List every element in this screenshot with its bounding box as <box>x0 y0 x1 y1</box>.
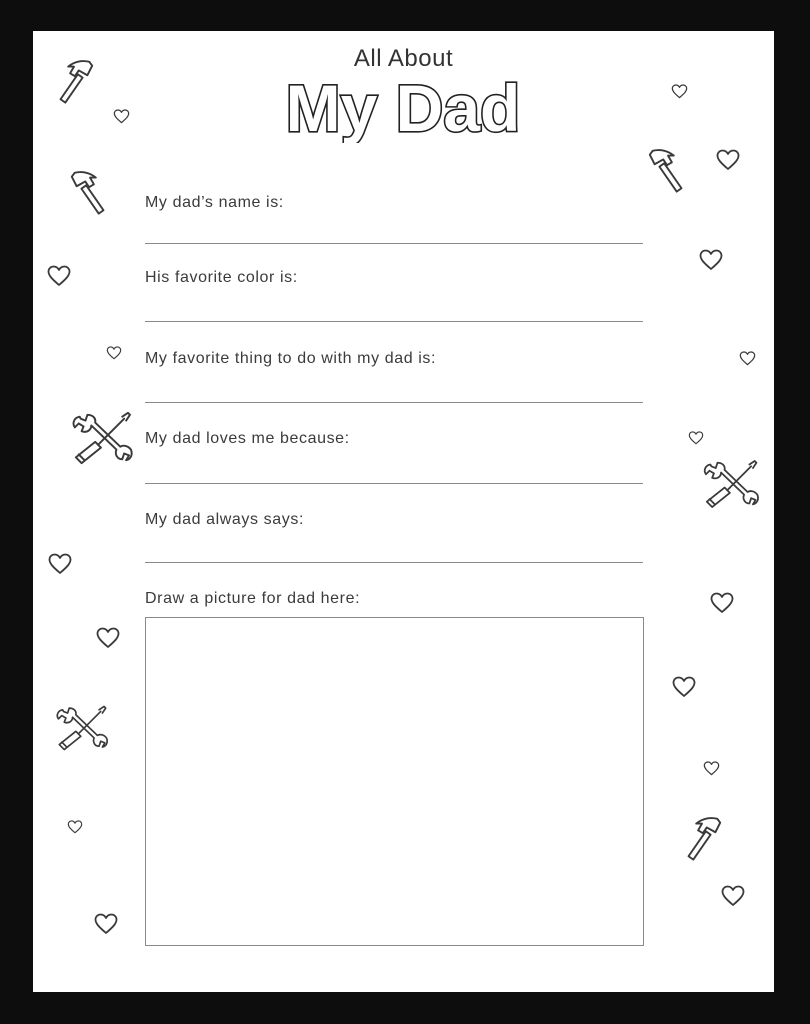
hammer-icon <box>645 146 693 194</box>
answer-line-dad-loves-me[interactable] <box>145 483 643 484</box>
prompt-draw-picture: Draw a picture for dad here: <box>145 590 361 607</box>
heart-icon <box>688 431 704 445</box>
hammer-icon <box>677 814 725 862</box>
hammer-icon <box>67 168 115 216</box>
heart-icon <box>703 761 720 776</box>
crossed-wrench-screwdriver-icon <box>66 409 134 467</box>
prompt-dad-always-says: My dad always says: <box>145 511 305 528</box>
heart-icon <box>699 249 723 271</box>
heart-icon <box>671 84 688 99</box>
heart-icon <box>96 627 120 649</box>
prompt-favorite-thing: My favorite thing to do with my dad is: <box>145 350 437 367</box>
answer-line-dad-always-says[interactable] <box>145 562 643 563</box>
heart-icon <box>672 676 696 698</box>
title-my-dad-text: My Dad <box>285 71 521 143</box>
answer-line-dad-name[interactable] <box>145 243 643 244</box>
worksheet-page <box>33 31 774 992</box>
heart-icon <box>739 351 756 366</box>
heart-icon <box>721 885 745 907</box>
crossed-wrench-screwdriver-icon <box>698 453 760 515</box>
heart-icon <box>67 820 83 834</box>
prompt-dad-name: My dad’s name is: <box>145 194 284 211</box>
hammer-icon <box>49 57 97 105</box>
heart-icon <box>716 149 740 171</box>
title-my-dad <box>33 67 774 148</box>
drawing-box[interactable] <box>145 617 644 946</box>
title-all-about: All About <box>353 45 454 72</box>
heart-icon <box>710 592 734 614</box>
crossed-wrench-screwdriver-icon <box>51 699 109 757</box>
heart-icon <box>113 109 130 124</box>
heart-icon <box>48 553 72 575</box>
prompt-dad-loves-me: My dad loves me because: <box>145 430 350 447</box>
answer-line-favorite-thing[interactable] <box>145 402 643 403</box>
heart-icon <box>94 913 118 935</box>
prompt-favorite-color: His favorite color is: <box>145 269 298 286</box>
heart-icon <box>47 265 71 287</box>
heart-icon <box>106 346 122 360</box>
answer-line-favorite-color[interactable] <box>145 321 643 322</box>
